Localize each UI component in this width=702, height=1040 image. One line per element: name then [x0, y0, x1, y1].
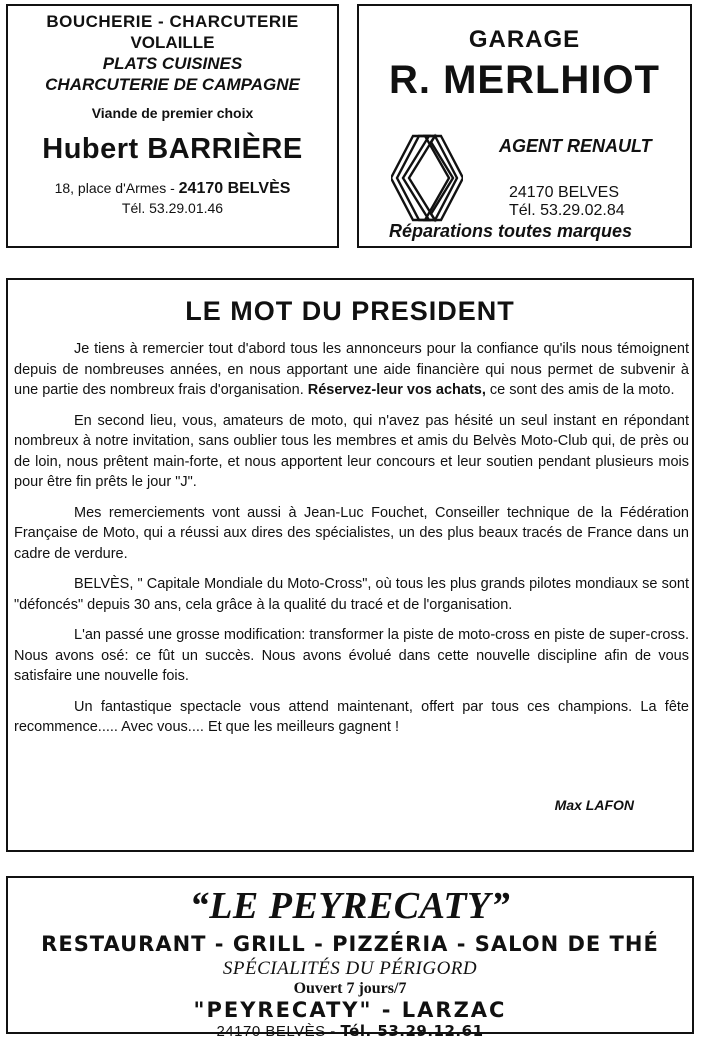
paragraph-3: Mes remerciements vont aussi à Jean-Luc Fouchet, Conseiller technique de la Fédération Française de Moto, qui a réussi aux dires des spécialistes, un des plus beaux tracés de France dans un cadre de verdure.: [14, 504, 689, 562]
restaurant-open: Ouvert 7 jours/7: [293, 980, 407, 997]
garage-repairs: Réparations toutes marques: [389, 221, 633, 241]
paragraph-6: Un fantastique spectacle vous attend maintenant, offert par tous ces champions. La fête recommence..... Avec vous.... Et que les meilleurs gagnent !: [14, 698, 689, 735]
butcher-line-3: PLATS CUISINES: [102, 54, 243, 73]
restaurant-contact: [8, 1022, 692, 1040]
signature: Max LAFON: [554, 797, 634, 813]
renault-diamond-logo-icon: [391, 130, 463, 226]
garage-phone: Tél. 53.29.02.84: [509, 202, 625, 219]
garage-ad: [357, 4, 692, 248]
butcher-address-line: [8, 180, 337, 198]
garage-name: R. MERLHIOT: [389, 58, 660, 102]
butcher-address: 18, place d'Armes -: [54, 180, 179, 196]
paragraph-1-start: Je tiens à remercier tout d'abord tous les annonceurs pour la confiance qu'ils nous témoignent depuis de nombreuses années, en nous apportant une aide financière qui nous permet de subvenir à une partie des nombreux frais d'organisation.: [14, 341, 689, 398]
restaurant-phone: Tél. 53.29.12.61: [340, 1022, 484, 1040]
paragraph-1-bold: Réservez-leur vos achats,: [307, 382, 486, 398]
president-title: LE MOT DU PRESIDENT: [185, 296, 515, 326]
restaurant-city: 24170 BELVÈS -: [216, 1023, 341, 1040]
butcher-phone: Tél. 53.29.01.46: [121, 200, 224, 216]
paragraph-5: L'an passé une grosse modification: transformer la piste de moto-cross en piste de super-cross. Nous avons osé: ce fût un succès. Nous avons évolué dans cette nouvelle discipline afin de vous satisfaire une nouvelle fois.: [14, 627, 689, 684]
garage-city: 24170 BELVES: [509, 184, 620, 201]
paragraph-1: [14, 339, 689, 401]
restaurant-location: "PEYRECATY" - LARZAC: [193, 998, 507, 1022]
butcher-ad: [6, 4, 339, 248]
restaurant-specialities: SPÉCIALITÉS DU PÉRIGORD: [222, 958, 478, 979]
paragraph-1-end: ce sont des amis de la moto.: [485, 382, 675, 398]
restaurant-services: RESTAURANT - GRILL - PIZZÉRIA - SALON DE THÉ: [41, 932, 659, 956]
butcher-name: Hubert BARRIÈRE: [42, 133, 303, 165]
president-message: [6, 278, 694, 852]
paragraph-2: En second lieu, vous, amateurs de moto, qui n'avez pas hésité un seul instant en répondant nombreux à notre invitation, sans oublier tous les membres et amis du Belvès Moto-Club qui, de près ou de loin, nous prêtent main-forte, et nous apportent leur concours et leur soutien pendant plusieurs mois pour être fin prêts le jour "J".: [14, 412, 689, 490]
butcher-line-4: CHARCUTERIE DE CAMPAGNE: [45, 75, 300, 94]
butcher-postcode-city: 24170 BELVÈS: [178, 180, 291, 197]
butcher-line-5: Viande de premier choix: [91, 105, 254, 121]
president-body: [8, 339, 692, 738]
restaurant-name: “LE PEYRECATY”: [189, 885, 511, 927]
paragraph-4: BELVÈS, " Capitale Mondiale du Moto-Cross", où tous les plus grands pilotes mondiaux se sont "défoncés" depuis 30 ans, cela grâce à la qualité du tracé et de l'organisation.: [14, 576, 689, 613]
butcher-line-1: BOUCHERIE - CHARCUTERIE: [46, 12, 299, 31]
garage-title: GARAGE: [468, 26, 581, 53]
garage-agent: AGENT RENAULT: [499, 136, 652, 156]
restaurant-ad: [6, 876, 694, 1040]
butcher-line-2: VOLAILLE: [130, 33, 215, 52]
